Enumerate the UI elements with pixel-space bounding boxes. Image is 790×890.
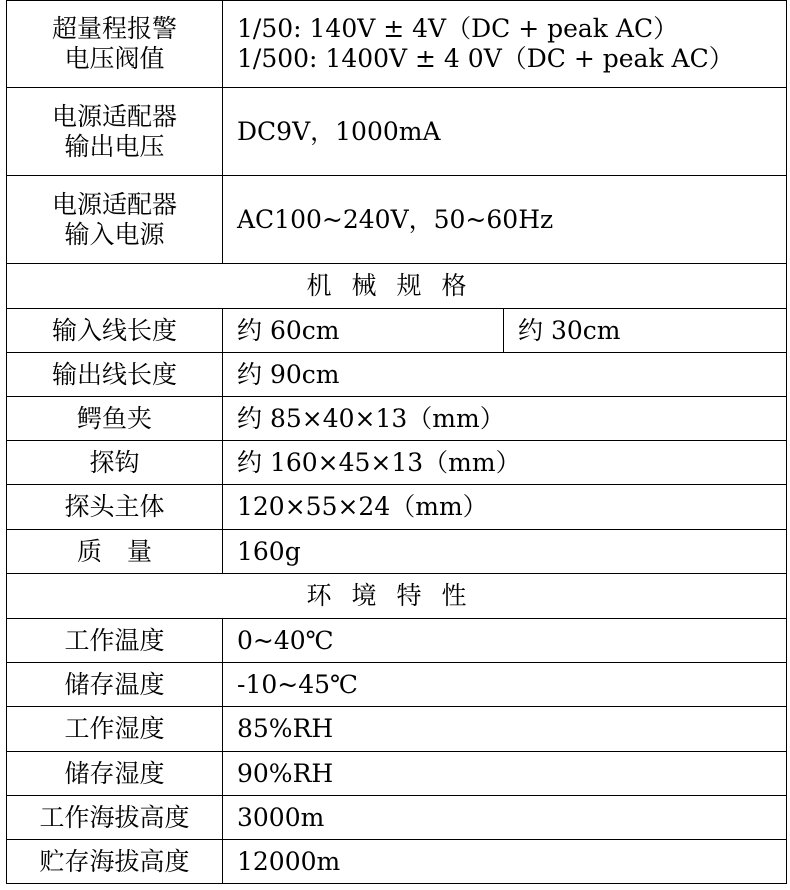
row-label: 探头主体 <box>7 485 223 530</box>
row-value: 0~40℃ <box>223 619 787 663</box>
row-value: 约 160×45×13（mm） <box>223 441 787 485</box>
table-row <box>7 441 787 485</box>
row-value: 90%RH <box>223 752 787 796</box>
row-label <box>7 1 223 88</box>
row-label <box>7 176 223 264</box>
row-value <box>223 88 787 176</box>
label-line: 输出电压 <box>64 131 165 161</box>
label-line: 电源适配器 <box>51 189 177 219</box>
value-line: 1/500: 1400V ± 4 0V（DC + peak AC） <box>237 44 734 73</box>
row-label: 工作温度 <box>7 619 223 663</box>
row-value: 约 60cm <box>223 309 504 353</box>
section-row-mechanical <box>7 264 787 309</box>
table-row <box>7 530 787 574</box>
row-label: 输出线长度 <box>7 353 223 397</box>
table-row <box>7 796 787 840</box>
section-title-environment: 环境特性 <box>7 574 787 619</box>
table-row <box>7 353 787 397</box>
table-row <box>7 663 787 707</box>
row-value: -10~45℃ <box>223 663 787 707</box>
row-label: 贮存海拔高度 <box>7 840 223 884</box>
label-line: 输入电源 <box>64 219 165 249</box>
row-label: 储存湿度 <box>7 752 223 796</box>
table-row <box>7 840 787 884</box>
row-value: 85%RH <box>223 707 787 752</box>
row-label: 输入线长度 <box>7 309 223 353</box>
label-line: 超量程报警 <box>51 14 177 43</box>
table-row <box>7 309 787 353</box>
table-row <box>7 707 787 752</box>
label-line: 电源适配器 <box>51 101 177 131</box>
row-value: 12000m <box>223 840 787 884</box>
row-value <box>223 176 787 264</box>
table-row <box>7 397 787 441</box>
row-value: 约 30cm <box>504 309 787 353</box>
table-row <box>7 485 787 530</box>
row-label: 鳄鱼夹 <box>7 397 223 441</box>
section-title-mechanical: 机械规格 <box>7 264 787 309</box>
row-value: 约 90cm <box>223 353 787 397</box>
row-value <box>223 1 787 88</box>
table-row <box>7 88 787 176</box>
row-value: 120×55×24（mm） <box>223 485 787 530</box>
row-value: 约 85×40×13（mm） <box>223 397 787 441</box>
table-row <box>7 176 787 264</box>
section-row-environment <box>7 574 787 619</box>
row-label <box>7 88 223 176</box>
value-line: DC9V，1000mA <box>237 116 441 146</box>
table-row <box>7 619 787 663</box>
spec-table <box>6 0 787 884</box>
row-label: 质 量 <box>7 530 223 574</box>
label-line: 电压阀值 <box>64 44 165 73</box>
row-label: 工作湿度 <box>7 707 223 752</box>
table-row <box>7 1 787 88</box>
value-line: 1/50: 140V ± 4V（DC + peak AC） <box>237 14 679 43</box>
row-label: 工作海拔高度 <box>7 796 223 840</box>
row-value: 160g <box>223 530 787 574</box>
value-line: AC100~240V，50~60Hz <box>237 204 554 234</box>
row-label: 储存温度 <box>7 663 223 707</box>
row-value: 3000m <box>223 796 787 840</box>
table-row <box>7 752 787 796</box>
row-label: 探钩 <box>7 441 223 485</box>
